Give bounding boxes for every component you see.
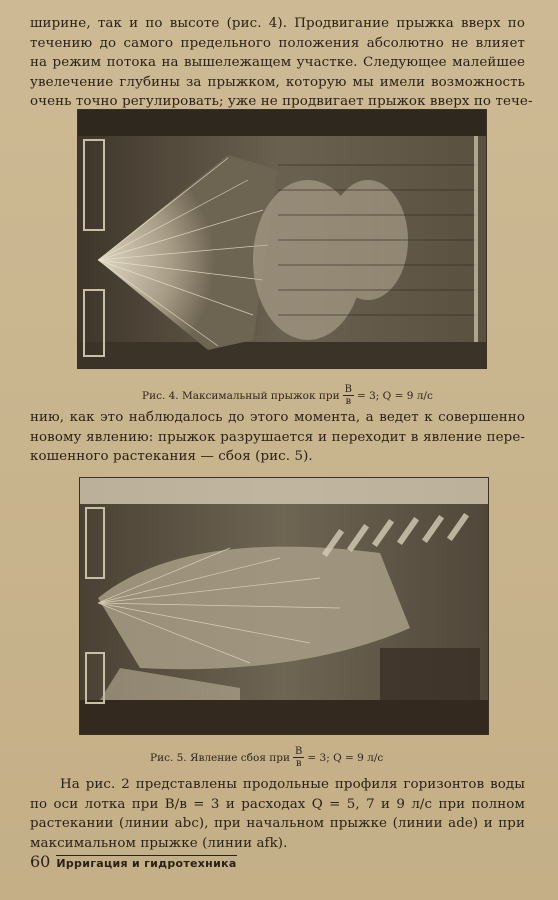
text-line: течению до самого предельного положения абсолютно не влияет xyxy=(30,35,525,51)
page-number: 60 xyxy=(30,852,51,871)
caption-text: = 3; Q = 9 л/с xyxy=(307,751,384,764)
caption-text: Рис. 5. Явление сбоя при xyxy=(150,751,291,764)
paragraph-1 xyxy=(30,14,533,112)
fraction-numerator: B xyxy=(344,384,352,395)
text-line: На рис. 2 представлены продольные профиля горизонтов воды xyxy=(60,777,525,792)
flume-skew-image xyxy=(80,478,488,734)
fraction xyxy=(343,384,354,407)
text-line: ширине, так и по высоте (рис. 4). Продвигание прыжка вверх по xyxy=(30,16,525,31)
paragraph-2 xyxy=(30,408,525,467)
journal-title: Ирригация и гидротехника xyxy=(56,857,237,870)
caption-text: = 3; Q = 9 л/с xyxy=(356,389,433,402)
flume-jump-image xyxy=(78,110,486,368)
fraction xyxy=(293,746,304,769)
text-line: увелечение глубины за прыжком, которую мы имели возможность xyxy=(30,74,525,90)
fraction-numerator: B xyxy=(295,746,303,757)
text-line: новому явлению: прыжок разрушается и переходит в явление пере- xyxy=(30,429,525,445)
text-line: кошенного растекания — сбоя (рис. 5). xyxy=(30,449,313,464)
text-line: растекании (линии abc), при начальном прыжке (линии ade) и при xyxy=(30,816,525,831)
text-line: максимальном прыжке (линии afk). xyxy=(30,835,288,851)
text-line: на режим потока на вышележащем участке. Следующее малейшее xyxy=(30,55,525,70)
figure-5-photo xyxy=(80,478,488,734)
figure-4-photo xyxy=(78,110,486,368)
page-footer xyxy=(30,852,237,871)
fraction-denominator: в xyxy=(295,758,302,769)
text-line: по оси лотка при B/в = 3 и расходах Q = 5, 7 и 9 л/с при полном xyxy=(30,796,525,812)
caption-text: Рис. 4. Максимальный прыжок при xyxy=(142,389,340,402)
fraction-denominator: в xyxy=(345,396,352,407)
text-line: нию, как это наблюдалось до этого момента, а ведет к совершенно xyxy=(30,410,525,425)
paragraph-3 xyxy=(30,775,525,853)
figure-5-caption xyxy=(150,746,383,769)
text-line: очень точно регулировать; уже не продвигает прыжок вверх по тече- xyxy=(30,94,533,109)
figure-4-caption xyxy=(142,384,433,407)
